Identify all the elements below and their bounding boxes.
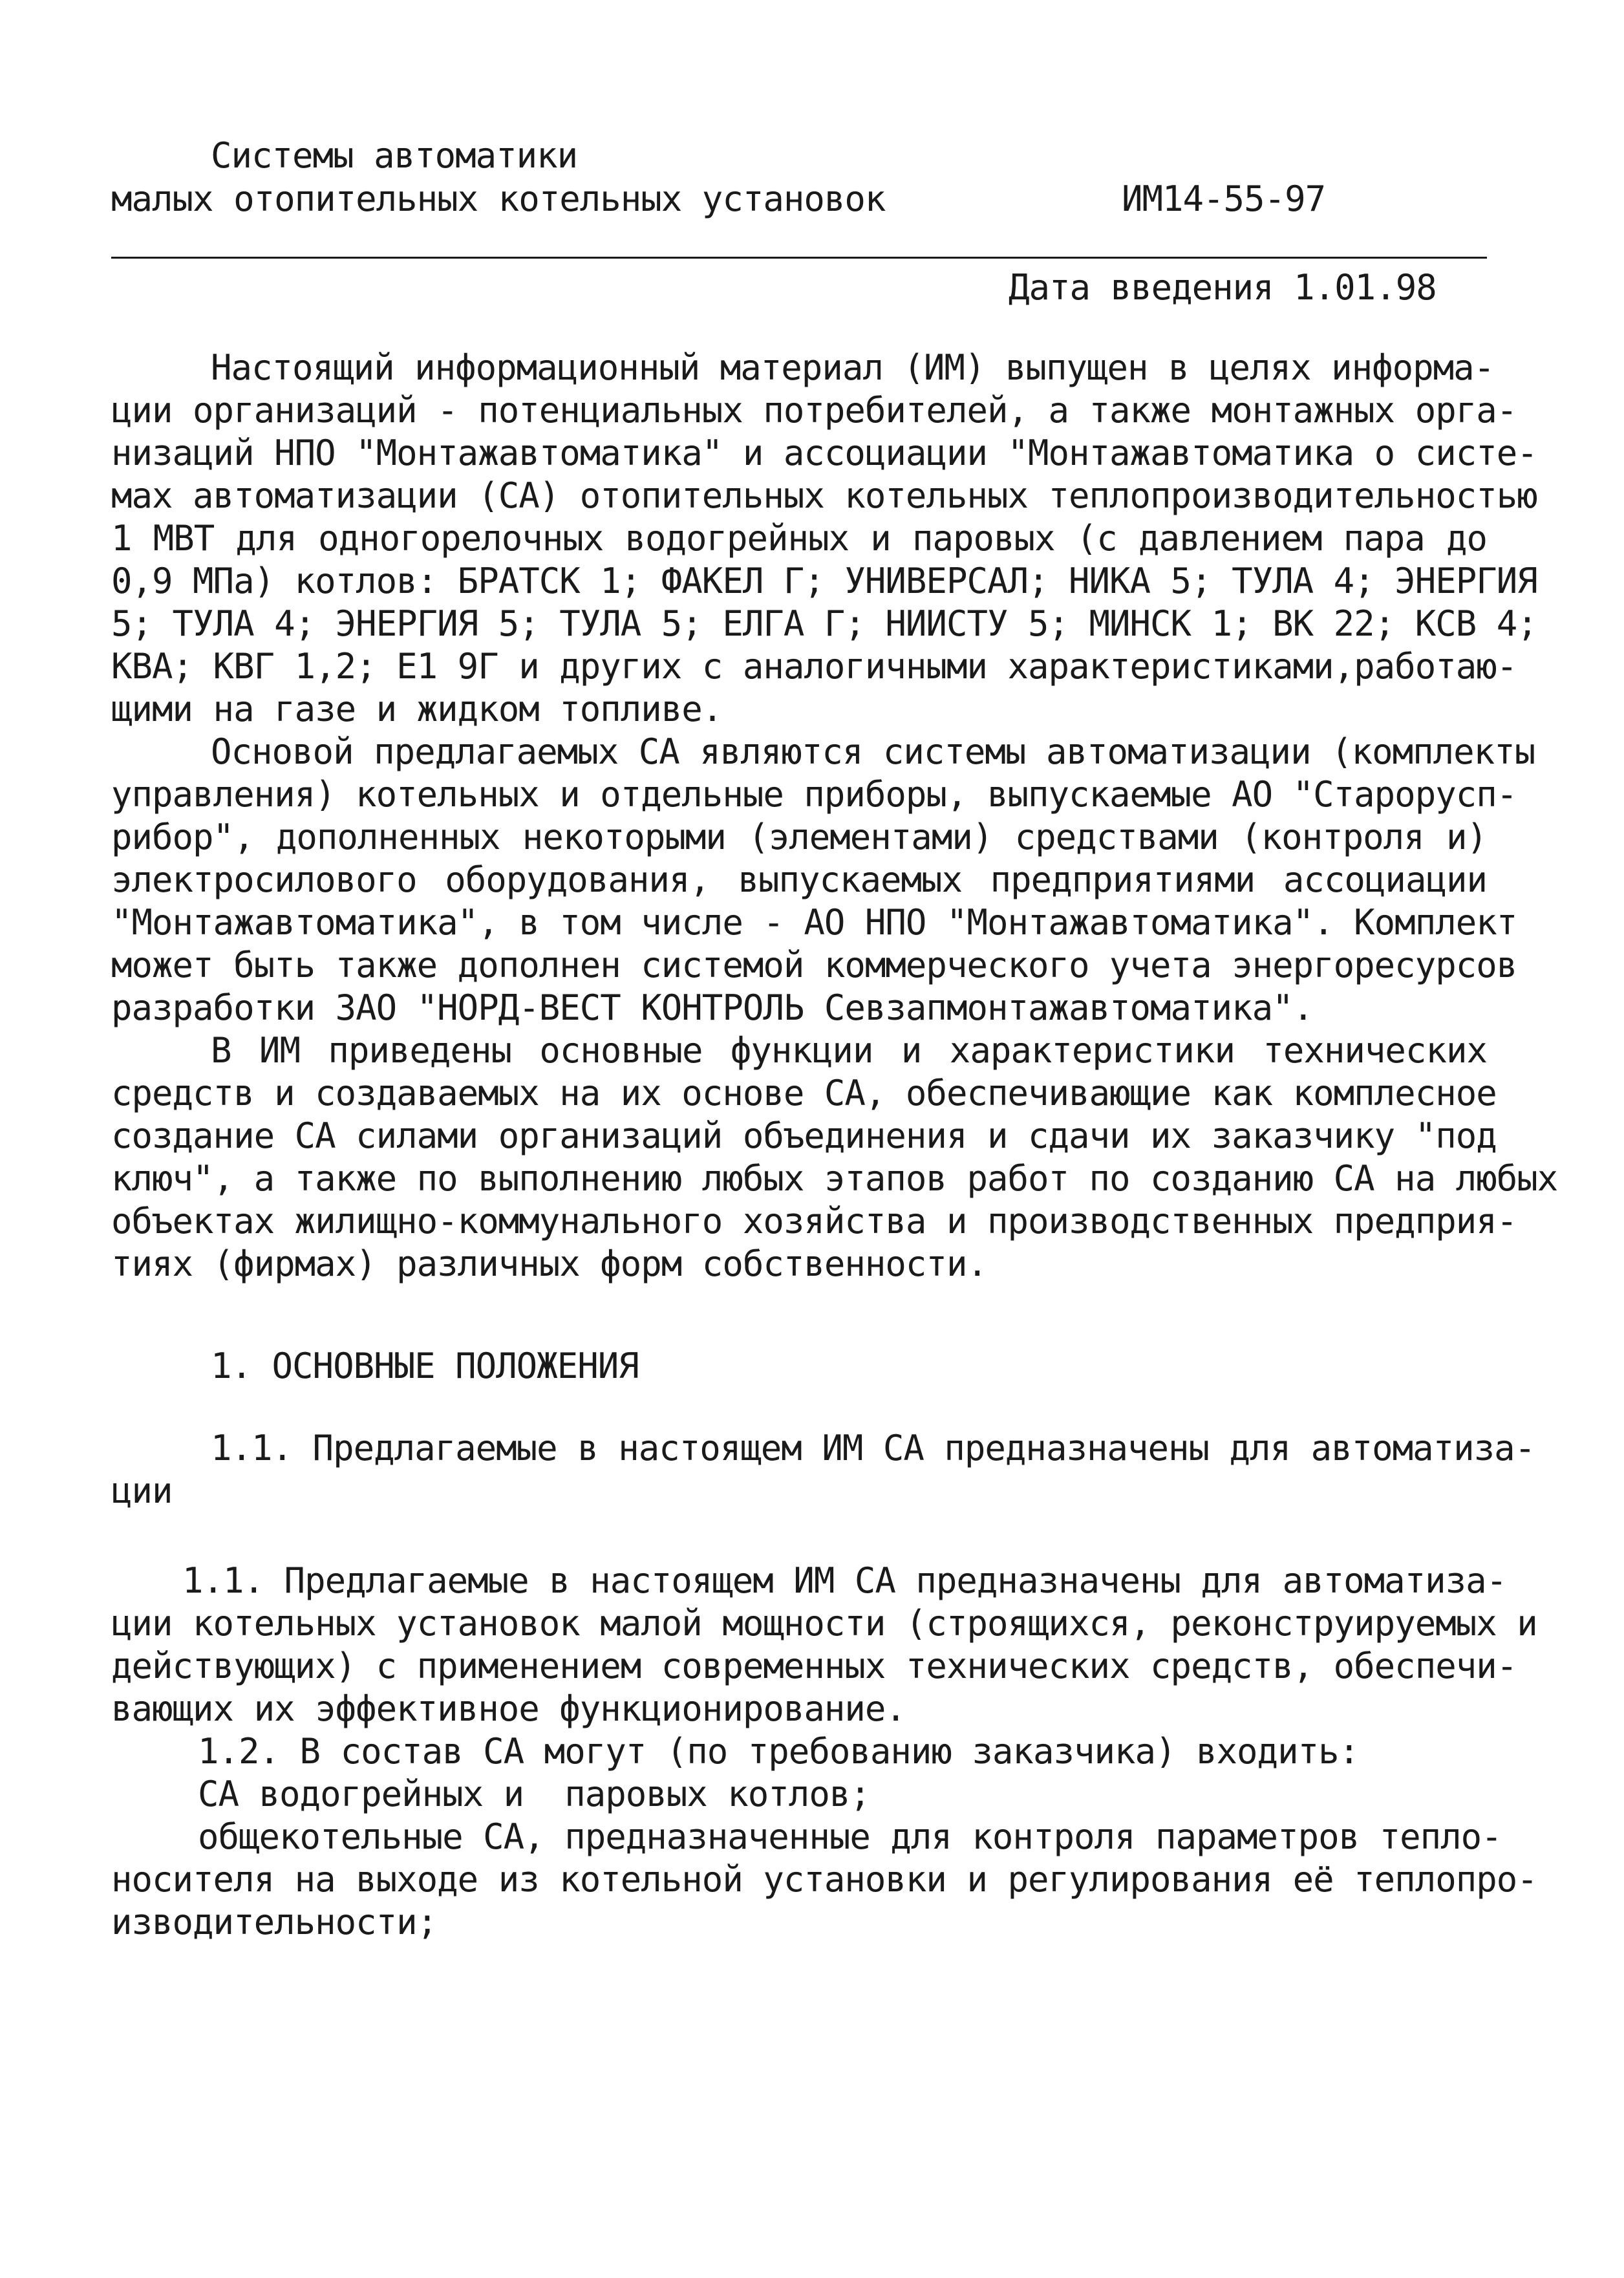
intro-p2-line: электросилового оборудования, выпускаемых предприятиями ассоциации: [111, 859, 1487, 900]
intro-p3-line: объектах жилищно-коммунального хозяйства и производственных предпpия-: [111, 1201, 1517, 1241]
header-doc-code: ИМ14-55-97: [1122, 178, 1326, 219]
header-title-line2: малых отопительных котельных установок: [111, 178, 886, 219]
intro-p1-line: щими на газе и жидком топливе.: [111, 689, 723, 729]
clause-1-1-line: 1.1. Предлагаемые в настоящем ИМ СА предназначены для автоматиза-: [182, 1560, 1507, 1601]
intro-p1-line: мах автоматизации (СА) отопительных котельных теплопроизводительностью: [111, 475, 1537, 516]
intro-p2-line: Основой предлагаемых СА являются системы автоматизации (комплекты: [211, 731, 1535, 772]
intro-p3-line: тиях (фирмах) различных форм собственности.: [111, 1243, 987, 1284]
list-item-line: носителя на выходе из котельной установки и регулирования её теплопро-: [111, 1859, 1537, 1900]
intro-p3-line: ключ", а также по выполнению любых этапов работ по созданию СА на любых: [111, 1158, 1558, 1199]
list-item: СА водогрейных и паровых котлов;: [198, 1774, 870, 1814]
intro-p2-line: рибор", дополненных некоторыми (элементами) средствами (контроля и): [111, 817, 1487, 857]
intro-p1-line: 1 МВТ для одногорелочных водогрейных и паровых (с давлением пара до: [111, 518, 1487, 559]
intro-p1-line: 5; ТУЛА 4; ЭНЕРГИЯ 5; ТУЛА 5; ЕЛГА Г; НИИСТУ 5; МИНСК 1; ВК 22; КСВ 4;: [111, 603, 1537, 644]
clause-1-1-line: действующих) с применением современных технических средств, обеспечи-: [111, 1646, 1517, 1686]
intro-p1-line: низаций НПО "Монтажавтоматика" и ассоциации "Монтажавтоматика о систе-: [111, 433, 1537, 473]
clause-1-1-line: ции котельных установок малой мощности (строящихся, реконструируемых и: [111, 1603, 1537, 1644]
intro-date: Дата введения 1.01.98: [1009, 267, 1437, 308]
intro-p1-line: 0,9 МПа) котлов: БРАТСК 1; ФАКЕЛ Г; УНИВЕРСАЛ; НИКА 5; ТУЛА 4; ЭНЕРГИЯ: [111, 561, 1537, 601]
intro-p2-line: управления) котельных и отдельные приборы, выпускаемые АО "Староруcп-: [111, 774, 1517, 815]
intro-p3-line: создание СА силами организаций объединения и сдачи их заказчику "под: [111, 1115, 1497, 1156]
list-item-line: изводительности;: [111, 1902, 438, 1942]
section-heading: 1. ОСНОВНЫЕ ПОЛОЖЕНИЯ: [211, 1346, 639, 1386]
intro-p1-line: Настоящий информационный материал (ИМ) выпущен в целях информа-: [211, 347, 1495, 388]
intro-p3-line: В ИМ приведены основные функции и характеристики технических: [211, 1030, 1487, 1071]
intro-p2-line: может быть также дополнен системой коммерческого учета энергоресурсов: [111, 945, 1517, 985]
clause-1-1-short-line: 1.1. Предлагаемые в настоящем ИМ СА предназначены для автоматиза-: [211, 1428, 1535, 1468]
clause-1-1-short-line: ции: [111, 1470, 173, 1511]
intro-p2-line: "Монтажавтоматика", в том числе - АО НПО "Монтажавтоматика". Комплект: [111, 902, 1517, 943]
intro-p1-line: ции организаций - потенциальных потребителей, а также монтажных орга-: [111, 390, 1517, 431]
header-title-line1: Системы автоматики: [211, 135, 578, 176]
clause-1-2: 1.2. В состав СА могут (по требованию заказчика) входить:: [198, 1731, 1360, 1772]
intro-p2-line: разработки ЗАО "НОРД-ВЕСТ КОНТРОЛЬ Севзапмонтажавтоматика".: [111, 987, 1314, 1028]
intro-p3-line: средств и создаваемых на их основе СА, обеспечивающие как комплесное: [111, 1073, 1497, 1113]
list-item-line: общекотельные СА, предназначенные для контроля параметров тепло-: [198, 1816, 1502, 1857]
intro-p1-line: КВА; КВГ 1,2; Е1 9Г и других с аналогичными характеристиками,работаю-: [111, 646, 1517, 687]
header-rule: [111, 257, 1487, 259]
clause-1-1-line: вающих их эффективное функционирование.: [111, 1688, 906, 1729]
